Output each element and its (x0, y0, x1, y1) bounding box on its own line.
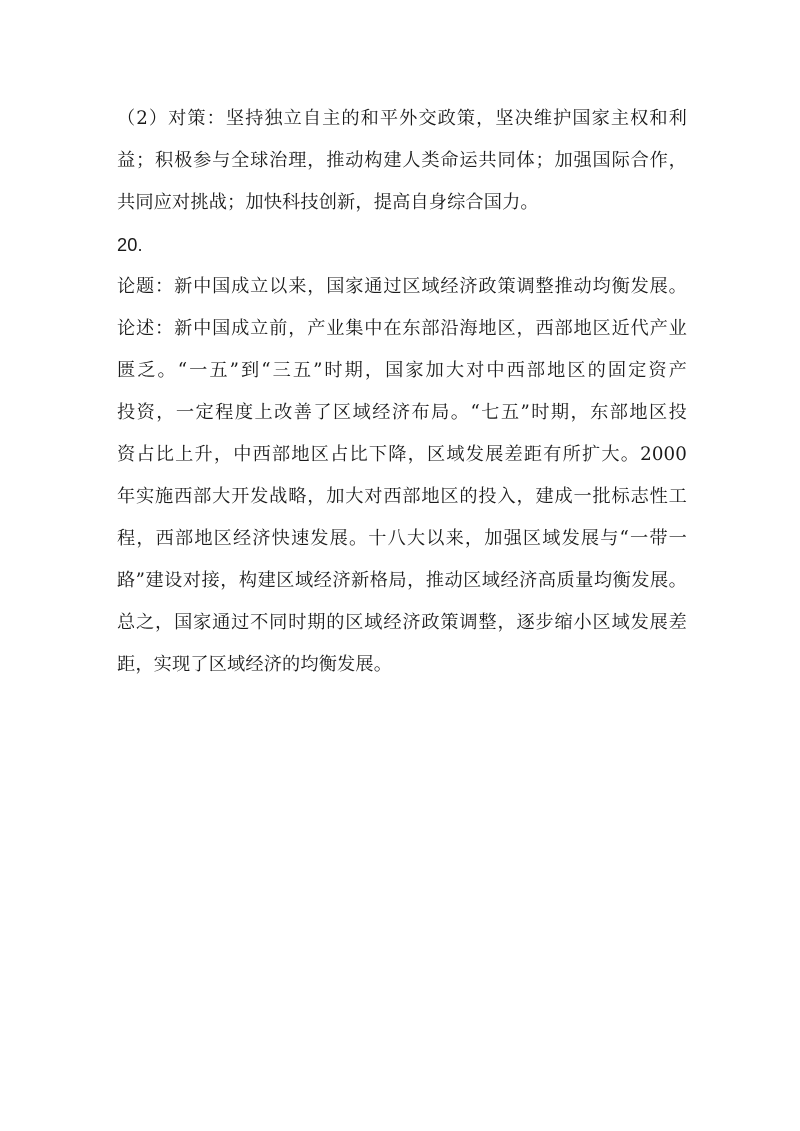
text-line-argument-7: 路”建设对接，构建区域经济新格局，推动区域经济高质量均衡发展。 (117, 570, 687, 591)
text-line-conclusion-2: 距，实现了区域经济的均衡发展。 (117, 654, 393, 675)
text-line-argument-4: 资占比上升，中西部地区占比下降，区域发展差距有所扩大。2000 (117, 444, 687, 465)
text-line-argument-6: 程，西部地区经济快速发展。十八大以来，加强区域发展与“一带一 (117, 528, 687, 549)
text-line-thesis: 论题：新中国成立以来，国家通过区域经济政策调整推动均衡发展。 (117, 276, 687, 297)
question-number: 20. (117, 235, 143, 255)
text-line-countermeasures-2: 益；积极参与全球治理，推动构建人类命运共同体；加强国际合作， (117, 150, 687, 171)
text-line-conclusion-1: 总之，国家通过不同时期的区域经济政策调整，逐步缩小区域发展差 (117, 612, 687, 633)
text-line-argument-3: 投资，一定程度上改善了区域经济布局。“七五”时期，东部地区投 (117, 402, 687, 423)
text-line-countermeasures-3: 共同应对挑战；加快科技创新，提高自身综合国力。 (117, 192, 539, 213)
text-line-argument-1: 论述：新中国成立前，产业集中在东部沿海地区，西部地区近代产业 (117, 318, 687, 339)
text-line-countermeasures-1: （2）对策：坚持独立自主的和平外交政策，坚决维护国家主权和利 (117, 108, 687, 129)
text-line-argument-5: 年实施西部大开发战略，加大对西部地区的投入，建成一批标志性工 (117, 486, 687, 507)
text-line-argument-2: 匮乏。“一五”到“三五”时期，国家加大对中西部地区的固定资产 (117, 360, 687, 381)
